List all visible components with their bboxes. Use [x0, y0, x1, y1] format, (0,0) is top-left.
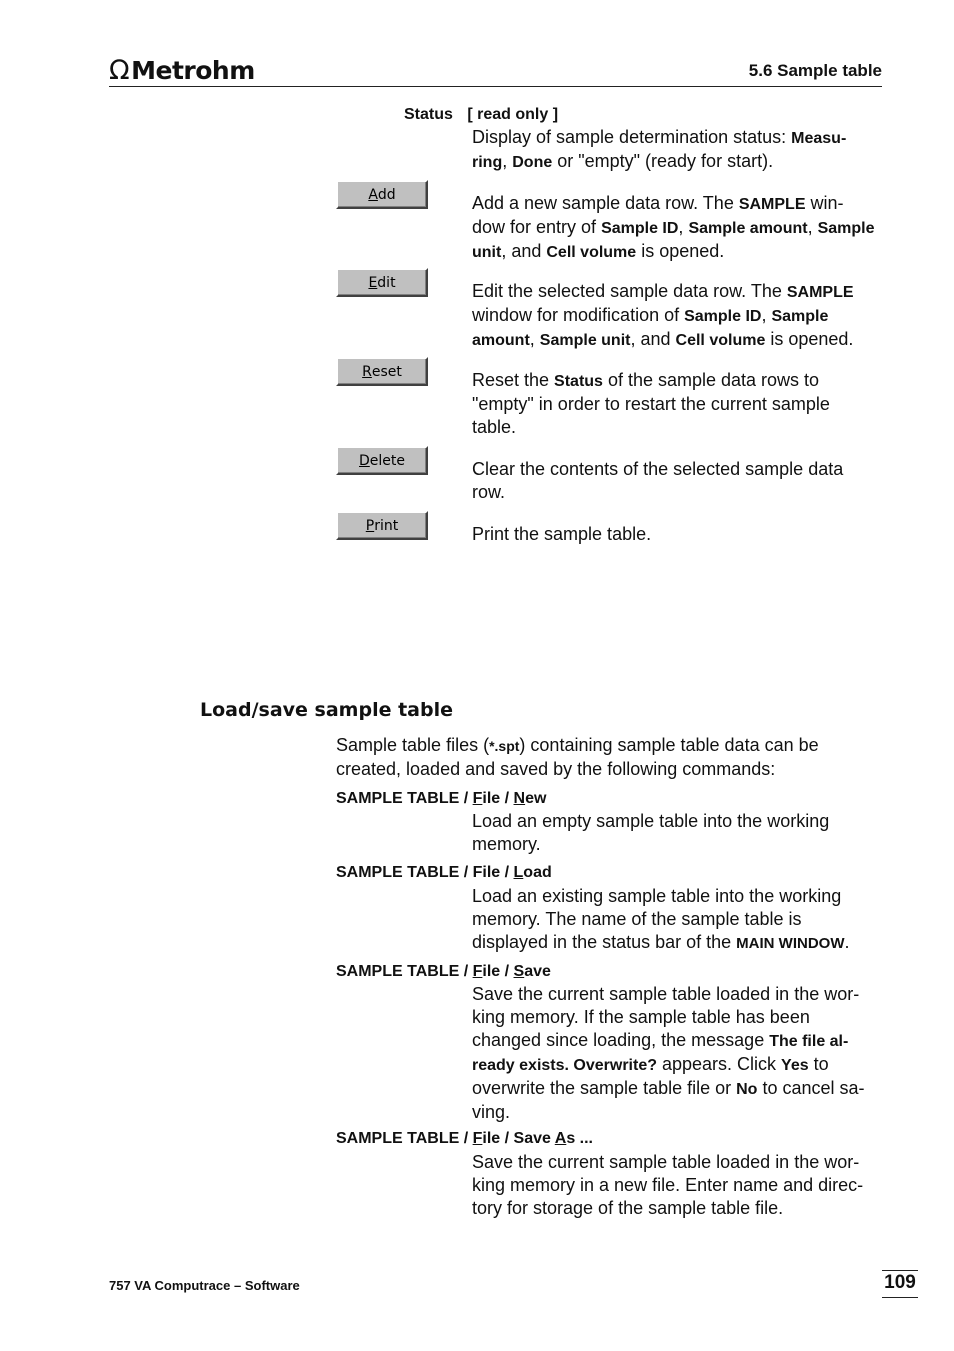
text-run: Reset the	[472, 370, 555, 390]
file-extension: *.spt	[489, 738, 520, 754]
menu-name: SAMPLE TABLE	[336, 963, 460, 980]
menu-item: Save	[513, 1130, 555, 1147]
text-run: king memory in a new file. Enter name and direc-	[472, 1175, 864, 1195]
main-window-name: MAIN WINDOW	[736, 935, 845, 952]
status-description	[472, 126, 884, 174]
text-run: Load an existing sample table into the working	[472, 886, 842, 906]
mnemonic: F	[472, 963, 483, 980]
text-run: win-	[805, 193, 844, 213]
edit-button[interactable]	[336, 268, 428, 297]
field-cell-volume: Cell volume	[546, 244, 637, 261]
mnemonic: F	[472, 1130, 483, 1147]
section-heading: 5.6 Sample table	[748, 61, 882, 80]
delete-button[interactable]	[336, 446, 428, 475]
separator: /	[500, 864, 514, 881]
separator: /	[500, 1130, 514, 1147]
field-sample-amount-cont: amount	[472, 332, 530, 349]
edit-mnemonic: E	[368, 274, 378, 291]
field-sample-amount: Sample amount	[688, 220, 808, 237]
print-description	[472, 523, 884, 546]
text-run: changed since loading, the message	[472, 1030, 770, 1050]
cmd-file-new	[336, 790, 546, 808]
menu-item-rest: s ...	[566, 1130, 593, 1147]
menu-name: SAMPLE TABLE	[336, 790, 460, 807]
menu-name: SAMPLE TABLE	[336, 1130, 460, 1147]
cmd-file-load	[336, 864, 552, 882]
add-label: dd	[377, 186, 396, 203]
field-sample-unit: Sample unit	[539, 332, 631, 349]
text-run: Display of sample determination status:	[472, 127, 792, 147]
text-run: of the sample data rows to	[602, 370, 820, 390]
separator: /	[459, 963, 473, 980]
reset-button[interactable]	[336, 357, 428, 386]
text-run: row.	[472, 482, 506, 502]
reset-mnemonic: R	[362, 363, 372, 380]
text-run: overwrite the sample table file or	[472, 1078, 737, 1098]
text-run: Sample table files (	[336, 735, 490, 755]
text-run: table.	[472, 417, 517, 437]
reset-label: eset	[371, 363, 402, 380]
text-run: dow for entry of	[472, 217, 602, 237]
no-option: No	[736, 1081, 758, 1098]
menu-file: ile	[482, 963, 501, 980]
text-run: , and	[630, 329, 676, 349]
metrohm-logo	[109, 55, 255, 86]
cmd-file-save-as	[336, 1130, 593, 1148]
separator: /	[459, 1130, 473, 1147]
mnemonic: L	[513, 864, 524, 881]
text-run: memory.	[472, 834, 541, 854]
menu-name: SAMPLE TABLE	[336, 864, 460, 881]
text-run: .	[844, 932, 850, 952]
footer-doc-title: 757 VA Computrace – Software	[109, 1278, 300, 1293]
reset-description	[472, 369, 884, 439]
edit-label: dit	[377, 274, 396, 291]
cmd-file-new-description	[472, 810, 884, 856]
field-sample-unit-cont: unit	[472, 244, 502, 261]
yes-option: Yes	[781, 1057, 809, 1074]
text-run: displayed in the status bar of the	[472, 932, 737, 952]
text-run: Add a new sample data row. The	[472, 193, 739, 213]
text-run: ,	[761, 305, 772, 325]
text-run: king memory. If the sample table has been	[472, 1007, 810, 1027]
overwrite-message: The file al-	[769, 1033, 849, 1050]
text-run: ving.	[472, 1102, 511, 1122]
text-run: is opened.	[636, 241, 725, 261]
text-run: or "empty" (ready for start).	[552, 151, 774, 171]
separator: /	[459, 864, 473, 881]
text-run: Save the current sample table loaded in the wor-	[472, 1152, 860, 1172]
status-field: Status	[554, 373, 603, 390]
cmd-file-load-description	[472, 885, 884, 955]
page-number-rule	[882, 1270, 918, 1271]
text-run: to cancel sa-	[757, 1078, 865, 1098]
field-sample-id: Sample ID	[684, 308, 762, 325]
text-run: ,	[807, 217, 818, 237]
separator: /	[459, 790, 473, 807]
logo-text: Metrohm	[131, 56, 255, 85]
text-run: ,	[529, 329, 540, 349]
load-save-heading: Load/save sample table	[200, 699, 453, 721]
text-run: is opened.	[765, 329, 854, 349]
delete-description	[472, 458, 884, 504]
sample-window-name: SAMPLE	[786, 284, 854, 301]
text-run: appears. Click	[656, 1054, 782, 1074]
text-run: ) containing sample table data can be	[519, 735, 819, 755]
text-run: ,	[502, 151, 513, 171]
status-mode: [ read only ]	[467, 106, 559, 123]
field-sample-unit: Sample	[817, 220, 875, 237]
mnemonic: A	[554, 1130, 567, 1147]
status-label: Status	[404, 106, 453, 123]
mnemonic: F	[472, 790, 483, 807]
sample-window-name: SAMPLE	[738, 196, 806, 213]
menu-item: oad	[523, 864, 552, 881]
field-sample-amount: Sample	[771, 308, 829, 325]
status-param-heading	[404, 106, 558, 124]
cmd-file-save	[336, 963, 551, 981]
header-divider	[109, 86, 882, 87]
add-button[interactable]	[336, 180, 428, 209]
menu-file: ile	[482, 1130, 501, 1147]
load-save-intro	[336, 734, 884, 781]
omega-icon: Ω	[109, 55, 130, 86]
print-label: rint	[374, 517, 399, 534]
text-run: tory for storage of the sample table file.	[472, 1198, 784, 1218]
status-value-measuring-cont: ring	[472, 154, 503, 171]
cmd-file-save-description	[472, 983, 884, 1124]
delete-mnemonic: D	[359, 452, 370, 469]
field-cell-volume: Cell volume	[675, 332, 766, 349]
mnemonic: S	[513, 963, 525, 980]
add-mnemonic: A	[368, 186, 378, 203]
page-number: 109	[884, 1272, 916, 1293]
separator: /	[500, 790, 514, 807]
field-sample-id: Sample ID	[601, 220, 679, 237]
text-run: created, loaded and saved by the following commands:	[336, 759, 776, 779]
text-run: Edit the selected sample data row. The	[472, 281, 787, 301]
text-run: ,	[678, 217, 689, 237]
mnemonic: N	[513, 790, 526, 807]
text-run: Save the current sample table loaded in the wor-	[472, 984, 860, 1004]
edit-description	[472, 280, 884, 352]
delete-label: elete	[369, 452, 405, 469]
print-mnemonic: P	[365, 517, 375, 534]
page-number-rule	[882, 1297, 918, 1298]
text-run: to	[808, 1054, 829, 1074]
cmd-file-save-as-description	[472, 1151, 884, 1220]
text-run: "empty" in order to restart the current sample	[472, 394, 830, 414]
separator: /	[500, 963, 514, 980]
menu-file: File	[472, 864, 501, 881]
overwrite-message-cont: ready exists. Overwrite?	[472, 1057, 657, 1074]
status-value-measuring: Measu-	[791, 130, 847, 147]
print-button[interactable]	[336, 511, 428, 540]
menu-file: ile	[482, 790, 501, 807]
text-run: Clear the contents of the selected sample data	[472, 459, 844, 479]
menu-item: ave	[524, 963, 551, 980]
text-run: Print the sample table.	[472, 524, 652, 544]
status-value-done: Done	[512, 154, 553, 171]
add-description	[472, 192, 884, 264]
text-run: window for modification of	[472, 305, 685, 325]
text-run: Load an empty sample table into the working	[472, 811, 830, 831]
menu-item: ew	[525, 790, 547, 807]
text-run: memory. The name of the sample table is	[472, 909, 802, 929]
text-run: , and	[501, 241, 547, 261]
